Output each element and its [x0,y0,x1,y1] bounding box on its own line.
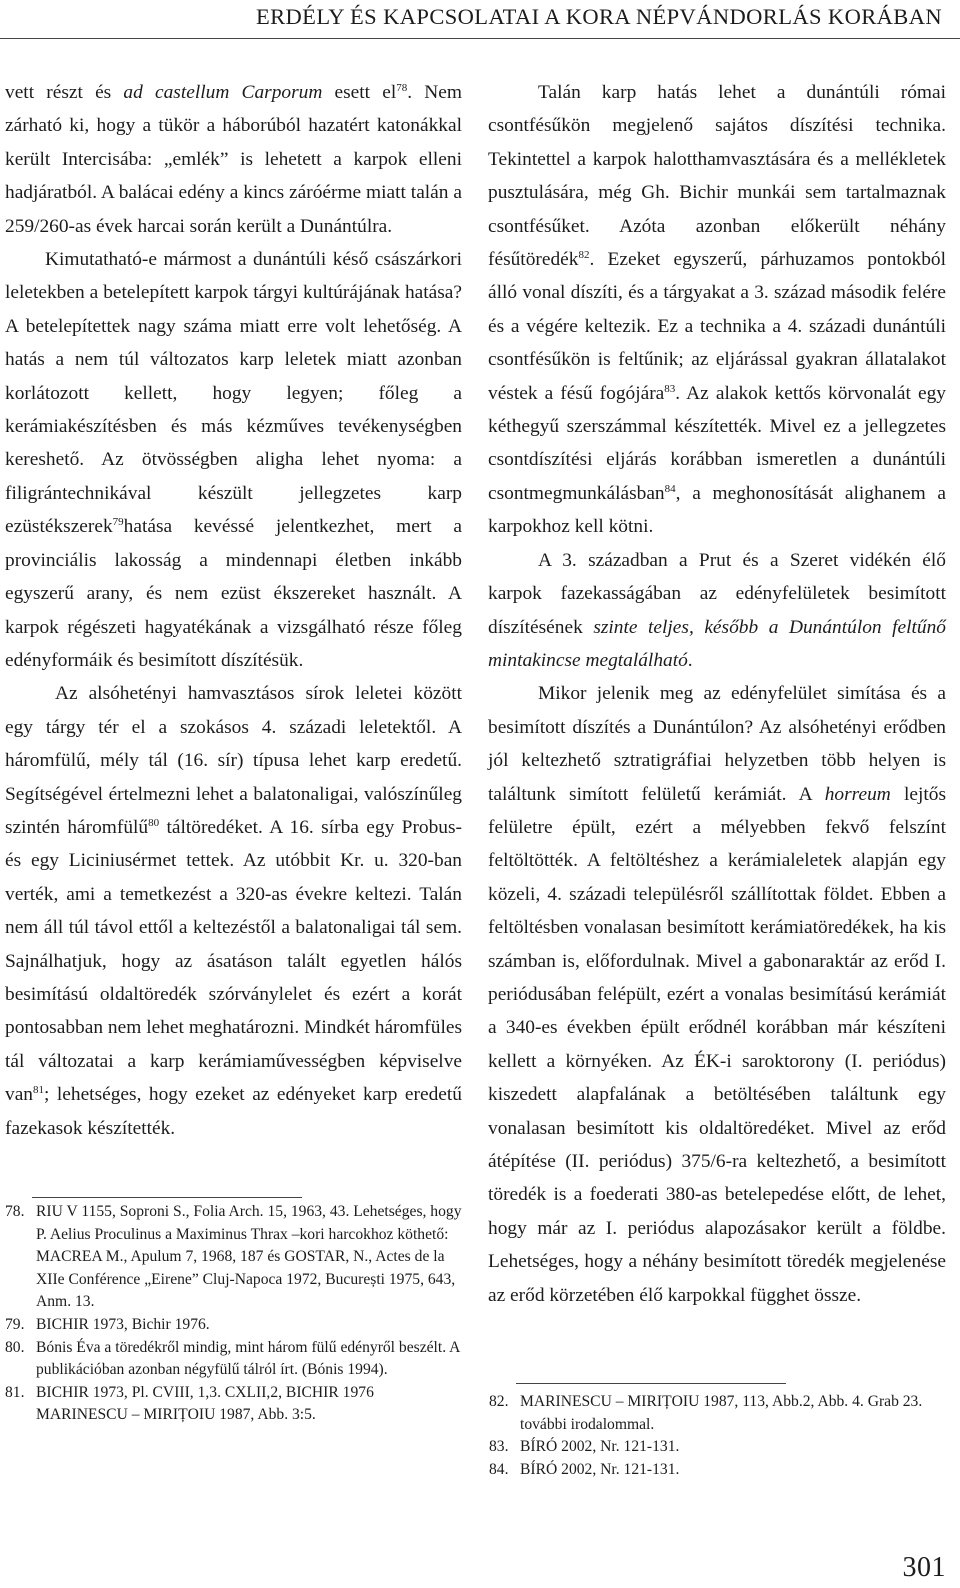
footnote-text: BICHIR 1973, Bichir 1976. [36,1315,210,1333]
text-run: . Nem zárható ki, hogy a tükör a háborúból hazatért katonákkal került Intercisába: „emlék” is lehetett a karpok elleni hadjáratból. A balácai edény a kincs záróérme miatt talán a 259/260-as évek harcai során került a Dunántúlra. [5,82,462,237]
footnote-79 [5,1314,465,1337]
text-run: táltöredéket. A 16. sírba egy Probus- és egy Liciniusérmet tettek. Az utóbbit Kr. u. 320-ban verték, ami a temetkezést a 320-as évekre keltezi. Talán nem áll túl távol ettől a keltezéstől a balatonaligai tál sem. Sajnálhatjuk, hogy az ásatáson talált egyetlen hálós besimítású oldaltöredék szórványlelet és ezért a korát pontosabban nem lehet meghatározni. Mindkét háromfüles tál változatai a karp kerámiaművességben képviselve van [5,816,463,1106]
right-paragraph-2 [488,544,946,678]
footnote-ref-79[interactable]: 79 [112,516,124,529]
footnote-number: 81. [5,1383,25,1401]
italic-run: horreum [824,783,891,805]
footnote-number: 82. [489,1393,509,1410]
footnote-number: 84. [489,1460,509,1478]
italic-run: szinte teljes, később a Dunántúlon feltűnő mintakincse megtalálható [488,616,946,671]
footnote-ref-84[interactable]: 84 [664,482,676,495]
text-run: . [687,649,693,671]
footnote-number: 80. [5,1338,25,1356]
footnote-number: 83. [489,1438,509,1456]
text-run: A 3. században a Prut és a Szeret vidékén élő karpok fazekasságában az edényfelületek besimított díszítésének [488,549,946,638]
text-run: lejtős felületre épült, ezért a mélyebben fekvő felszínt feltöltötték. A feltöltéshez a kerámialeletek alapján egy közeli, 4. századi településről szállítottak földet. Ebben a feltöltésben vonalasan besimított kerámiatöredékek, ha kis számban is, előfordulnak. Mivel a gabonaraktár az erőd I. periódusában felépült, ezért a vonalas besimítású kerámiát a 340-es években épült erődnél korábban már készíteni kellett a környéken. Az ÉK-i saroktorony (I. periódus) kiszedett alapfalának a betöltésében találtunk egy vonalasan besimított kis oldaltöredéket. Mivel az erőd átépítése (II. periódus) 375/6-ra keltezhető, a besimított töredék is a foederati 380-as betelepedése előtt, de lehet, hogy már az I. periódus alapozásakor került a földbe. Lehetséges, hogy a néhány besimított töredék megjelenése az erőd körzetében élő karpokkal függhet össze. [488,783,946,1306]
footnote-text: Bónis Éva a töredékről mindig, mint három fülű edényről beszélt. A publikációban azonban négyfülű tálról írt. (Bónis 1994). [36,1338,460,1379]
footnote-rule-right [516,1383,786,1384]
footnote-ref-78[interactable]: 78 [396,82,408,94]
italic-run: ad castellum Carporum [123,82,323,103]
footnote-78 [5,1201,465,1314]
footnote-82 [489,1391,949,1436]
text-run: Az alsóhetényi hamvasztásos sírok leletei között egy tárgy tér el a szokásos 4. századi leletektől. A háromfülű, mély tál (16. sír) típusa lehet karp eredetű. Segítségével értelmezni lehet a balatonaligai, valószínűleg szintén háromfülű [5,683,462,838]
right-column [488,76,946,1312]
left-paragraph-3 [5,677,462,1145]
text-run: vett részt és [5,82,124,103]
footnotes-right [489,1391,949,1481]
footnote-number: 79. [5,1315,25,1333]
footnote-text: BÍRÓ 2002, Nr. 121-131. [520,1460,680,1478]
header-rule [0,38,960,39]
footnote-text: BICHIR 1973, Pl. CVIII, 1,3. CXLII,2, BICHIR 1976 MARINESCU – MIRIȚOIU 1987, Abb. 3:5. [36,1383,374,1424]
footnote-80 [5,1337,465,1382]
footnote-ref-83[interactable]: 83 [664,382,676,395]
left-paragraph-2 [5,243,462,677]
text-run: . Az alakok kettős körvonalát egy kéthegyű szerszámmal készítették. Mivel ez a jellegzetes csontdíszítési eljárás korábban ismeretlen a dunántúli csontmegmunkálásban [488,382,946,504]
running-header: ERDÉLY ÉS KAPCSOLATAI A KORA NÉPVÁNDORLÁS KORÁBAN [255,4,942,29]
footnote-81 [5,1382,465,1427]
text-run: . Ezeket egyszerű, párhuzamos pontokból álló vonal díszíti, és a tárgyakat a 3. század második felére és a végére keltezik. Ez a technika a 4. századi dunántúli csontfésűkön is feltűnik; az eljárással gyakran állatalakot véstek a fésű fogójára [488,249,946,404]
footnote-rule-left [32,1197,302,1198]
footnote-text: BÍRÓ 2002, Nr. 121-131. [520,1438,680,1456]
footnote-ref-81[interactable]: 81 [33,1084,44,1097]
text-run: Talán karp hatás lehet a dunántúli római csontfésűkön megjelenő sajátos díszítési technika. Tekintettel a karpok halotthamvasztására és a mellékletek pusztulására, még Gh. Bichir munkái sem tartalmaznak csontfésűket. Azóta azonban előkerült néhány fésűtöredék [488,82,946,271]
page-number: 301 [902,1552,946,1583]
left-column [5,76,462,1145]
footnotes-left [5,1201,465,1427]
footnote-text: MARINESCU – MIRIȚOIU 1987, 113, Abb.2, Abb. 4. Grab 23. további irodalommal. [520,1393,923,1433]
text-run: esett el [322,82,397,103]
footnote-number: 78. [5,1203,25,1220]
right-paragraph-3 [488,677,946,1312]
footnote-84 [489,1459,949,1482]
text-run: , a meghonosítását alighanem a karpokhoz kell kötni. [488,482,946,538]
footnote-ref-80[interactable]: 80 [148,816,160,829]
text-run: ; lehetséges, hogy ezeket az edényeket karp eredetű fazekasok készítették. [5,1084,462,1139]
text-run: Kimutatható-e mármost a dunántúli késő császárkori leletekben a betelepített karpok tárgyi kultúrájának hatása? A betelepítettek nagy száma miatt erre volt lehetőség. A hatás a nem túl változatos karp leletek miatt azonban korlátozott kellett, hogy legyen; főleg a kerámiakészítésben és más kézműves tevékenységben kereshető. Az ötvösségben aligha lehet nyoma: a filigrántechnikával készült jellegzetes karp ezüstékszerek [5,249,462,538]
text-run: hatása kevéssé jelentkezhet, mert a provinciális lakosság a mindennapi életben inkább egyszerű arany, és nem ezüst ékszereket használt. A karpok régészeti hagyatékának a vizsgálható része főleg edényformáik és besimított díszítésük. [5,516,462,671]
right-paragraph-1 [488,76,946,544]
footnote-83 [489,1436,949,1459]
footnote-ref-82[interactable]: 82 [578,249,590,262]
text-run: Mikor jelenik meg az edényfelület simítása és a besimított díszítés a Dunántúlon? Az alsóhetényi erődben jól keltezhető sztratigráfiai helyzetben több helyen is találtunk simított felületű kerámiát. A [488,683,946,805]
left-paragraph-1 [5,76,462,243]
footnote-text: RIU V 1155, Soproni S., Folia Arch. 15, 1963, 43. Lehetséges, hogy P. Aelius Proculinus a Maximinus Thrax –kori harcokhoz köthető: MACREA M., Apulum 7, 1968, 187 és GOSTAR, N., Actes de la XIIe Conférence „Eirene” Cluj-Napoca 1972, București 1975, 643, Anm. 13. [36,1203,462,1311]
